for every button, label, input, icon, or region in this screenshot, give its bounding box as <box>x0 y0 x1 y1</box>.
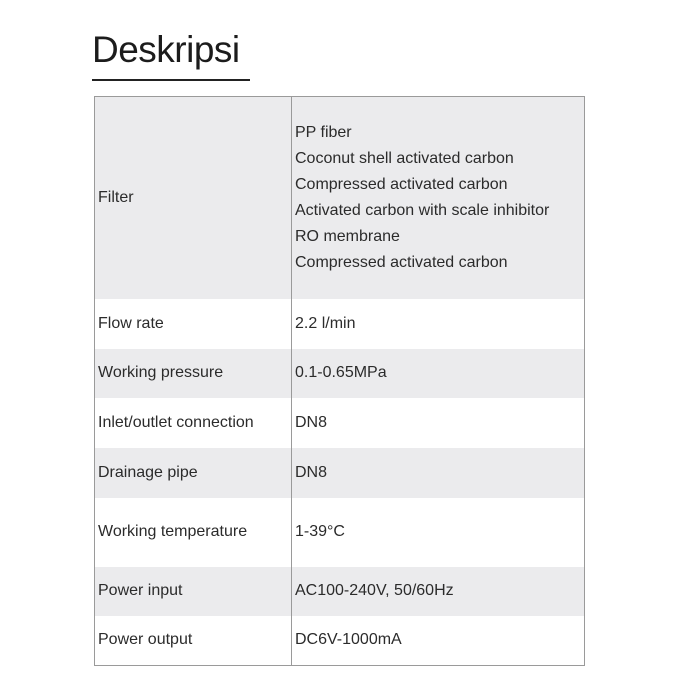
spec-label: Inlet/outlet connection <box>95 398 292 448</box>
filter-item: Compressed activated carbon <box>295 175 508 193</box>
spec-value: 2.2 l/min <box>292 299 585 349</box>
spec-row-inlet-outlet <box>95 398 585 448</box>
filter-list <box>295 120 581 276</box>
spec-label: Working temperature <box>95 498 292 567</box>
spec-row-working-pressure <box>95 349 585 398</box>
spec-value: 0.1-0.65MPa <box>292 349 585 398</box>
spec-table <box>94 96 585 666</box>
filter-item: Activated carbon with scale inhibitor <box>295 201 550 219</box>
spec-label: Drainage pipe <box>95 448 292 498</box>
spec-row-working-temperature <box>95 498 585 567</box>
spec-value: 1-39°C <box>292 498 585 567</box>
spec-label: Working pressure <box>95 349 292 398</box>
spec-label: Power input <box>95 567 292 616</box>
page-title: Deskripsi <box>92 29 240 70</box>
title-underline <box>92 79 250 81</box>
spec-value: DN8 <box>292 448 585 498</box>
spec-value <box>292 97 585 299</box>
spec-value: DC6V-1000mA <box>292 616 585 666</box>
spec-row-power-output <box>95 616 585 666</box>
filter-item: Coconut shell activated carbon <box>295 149 514 167</box>
spec-value: DN8 <box>292 398 585 448</box>
spec-row-drainage-pipe <box>95 448 585 498</box>
spec-row-flow-rate <box>95 299 585 349</box>
spec-value: AC100-240V, 50/60Hz <box>292 567 585 616</box>
filter-item: Compressed activated carbon <box>295 253 508 271</box>
spec-label: Flow rate <box>95 299 292 349</box>
spec-row-power-input <box>95 567 585 616</box>
filter-item: RO membrane <box>295 227 400 245</box>
spec-row-filter <box>95 97 585 299</box>
filter-item: PP fiber <box>295 123 352 141</box>
spec-label: Power output <box>95 616 292 666</box>
spec-label: Filter <box>95 97 292 299</box>
